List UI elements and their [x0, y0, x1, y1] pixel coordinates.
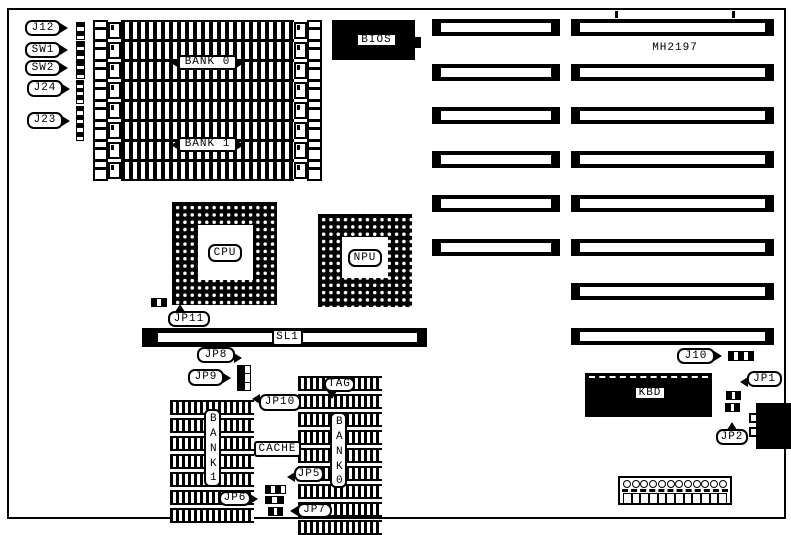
- power-pin-square: [710, 493, 719, 504]
- simm-body: [121, 80, 294, 101]
- simm-cap: [307, 100, 322, 121]
- cpu-text: CPU: [213, 246, 237, 259]
- simm-body: [121, 100, 294, 121]
- callout-jp10: [259, 394, 301, 411]
- callout-tail: [327, 391, 337, 399]
- power-pin-round: [649, 480, 657, 488]
- power-pin-square: [675, 493, 684, 504]
- simm-latch: [108, 82, 121, 99]
- kbd-label: [634, 386, 666, 400]
- callout-tail: [223, 373, 231, 383]
- callout-jp1: [747, 371, 782, 387]
- simm-cap: [307, 120, 322, 141]
- simm-cap: [307, 80, 322, 101]
- callout-tail: [234, 353, 242, 363]
- power-pin-round: [632, 480, 640, 488]
- power-pin-square: [632, 493, 641, 504]
- isa-slot-long: [571, 328, 774, 345]
- callout-tail: [171, 140, 179, 150]
- jumper-pin: [77, 136, 83, 140]
- jumper-pin: [161, 299, 166, 306]
- simm-cap: [307, 140, 322, 161]
- callout-jp7: [297, 503, 332, 518]
- callout-j10: [677, 348, 715, 364]
- simm-cap: [93, 20, 108, 41]
- bios-text: BIOS: [361, 34, 392, 46]
- isa-slot-long: [571, 239, 774, 256]
- callout-j12-label: J12: [31, 21, 55, 34]
- power-pin-square: [623, 493, 632, 504]
- jumper-pin: [735, 392, 740, 399]
- power-pin-square: [658, 493, 667, 504]
- jumper-pin: [277, 497, 283, 503]
- simm-latch: [108, 102, 121, 119]
- simm-latch: [294, 22, 307, 39]
- cache-chip-row: [298, 520, 382, 535]
- isa-slot-long: [571, 151, 774, 168]
- isa-slot-inner: [580, 23, 765, 32]
- jumper-jp2: [725, 403, 740, 412]
- tag-text: TAG: [328, 378, 351, 390]
- power-pin-round: [710, 480, 718, 488]
- callout-jp2: [716, 429, 748, 445]
- callout-tail: [60, 63, 68, 73]
- jumper-jp11: [151, 298, 167, 307]
- simm-latch: [108, 122, 121, 139]
- jp10-text: JP10: [264, 396, 296, 408]
- jumper-jp6: [265, 496, 284, 504]
- jumper-j10: [728, 351, 754, 361]
- isa-slot-inner: [580, 68, 765, 77]
- bank1-simm-label: [178, 137, 237, 152]
- callout-tail: [236, 140, 244, 150]
- isa-slot-inner: [441, 23, 551, 32]
- bios-chip-notch: [415, 37, 421, 48]
- callout-tail: [252, 394, 260, 404]
- simm-latch: [294, 82, 307, 99]
- simm-cap: [93, 120, 108, 141]
- simm-body: [121, 160, 294, 181]
- din-notch: [749, 413, 758, 423]
- power-pin-round: [719, 480, 727, 488]
- power-pin-round: [667, 480, 675, 488]
- jumper-pin: [77, 55, 84, 60]
- simm-cap: [93, 40, 108, 61]
- bios-label: [356, 33, 397, 47]
- jumper-pin: [238, 383, 244, 390]
- keyboard-din-connector: [756, 403, 791, 449]
- callout-tail: [62, 84, 70, 94]
- callout-jp9: [188, 369, 224, 386]
- cache-text: CACHE: [258, 442, 297, 455]
- simm-cap: [307, 60, 322, 81]
- power-connector: [618, 476, 732, 505]
- isa-slot-inner: [580, 155, 765, 164]
- jumper-pin: [238, 366, 244, 373]
- power-pin-square: [640, 493, 649, 504]
- cache-chip-row: [170, 508, 254, 523]
- jp5-text: JP5: [297, 467, 321, 480]
- callout-tail: [60, 23, 68, 33]
- jumper-jp5: [265, 485, 286, 494]
- simm-cap: [307, 160, 322, 181]
- j10-text: J10: [684, 349, 708, 362]
- bank1-text: BANK 1: [184, 138, 231, 150]
- power-pin-square: [684, 493, 693, 504]
- simm-latch: [108, 162, 121, 179]
- callout-jp11: [168, 311, 210, 327]
- isa-slot-inner: [441, 68, 551, 77]
- callout-tag: [324, 377, 355, 392]
- kbd-chip-notch-line: [589, 376, 708, 378]
- power-pin-row-top: [620, 478, 730, 489]
- cache-chip-row: [298, 394, 382, 409]
- simm-latch: [294, 42, 307, 59]
- callout-tail: [740, 377, 748, 387]
- cache-bank0-label: BANK0: [330, 412, 347, 488]
- simm-body: [121, 20, 294, 41]
- jumper-sw2: [76, 60, 85, 79]
- isa-slot-short: [432, 151, 560, 168]
- power-pin-round: [693, 480, 701, 488]
- jumper-pin: [245, 383, 251, 390]
- cache-label: [254, 441, 301, 457]
- callout-tail: [171, 58, 179, 68]
- callout-tail: [287, 472, 295, 482]
- simm-cap: [93, 100, 108, 121]
- callout-tail: [290, 506, 298, 516]
- callout-tail: [727, 422, 737, 430]
- power-pin-round: [684, 480, 692, 488]
- jumper-pin: [280, 486, 285, 493]
- isa-slot-long: [571, 19, 774, 36]
- isa-slot-short: [432, 107, 560, 124]
- jp7-text: JP7: [303, 504, 326, 516]
- isa-slot-short: [432, 19, 560, 36]
- isa-slot-inner: [441, 199, 551, 208]
- callout-sw1-label: SW1: [31, 43, 55, 56]
- simm-latch: [294, 122, 307, 139]
- jumper-jp1: [726, 391, 741, 400]
- simm-socket: [93, 82, 322, 99]
- isa-slot-long: [571, 107, 774, 124]
- jumper-jp7: [268, 507, 283, 516]
- simm-cap: [307, 40, 322, 61]
- power-pin-round: [701, 480, 709, 488]
- din-notch: [749, 427, 758, 437]
- simm-latch: [108, 62, 121, 79]
- sl1-label: [272, 329, 303, 346]
- sl1-text: SL1: [276, 331, 299, 343]
- callout-tail: [714, 351, 722, 361]
- jumper-pin: [277, 508, 282, 515]
- isa-slot-long: [571, 283, 774, 300]
- power-pin-square: [692, 493, 701, 504]
- npu-label: [348, 249, 382, 267]
- simm-cap: [307, 20, 322, 41]
- callout-jp6: [219, 491, 251, 506]
- power-pin-round: [623, 480, 631, 488]
- board-model-text: MH2197: [652, 42, 698, 54]
- power-connector-tab: [615, 11, 618, 18]
- jumper-pin: [245, 374, 251, 381]
- simm-latch: [108, 22, 121, 39]
- jp1-text: JP1: [753, 372, 776, 385]
- jumper-j24: [76, 80, 84, 104]
- isa-slot-long: [571, 195, 774, 212]
- simm-latch: [294, 142, 307, 159]
- jumper-pin: [77, 35, 84, 39]
- simm-latch: [294, 162, 307, 179]
- callout-tail: [250, 494, 258, 504]
- callout-tail: [62, 116, 70, 126]
- jp9-text: JP9: [194, 371, 218, 383]
- simm-socket: [93, 22, 322, 39]
- simm-cap: [93, 160, 108, 181]
- simm-cap: [93, 140, 108, 161]
- simm-cap: [93, 60, 108, 81]
- isa-slot-inner: [441, 111, 551, 120]
- jumper-pin: [238, 374, 244, 381]
- kbd-text: KBD: [638, 387, 662, 399]
- isa-slot-inner: [580, 332, 765, 341]
- power-pin-round: [640, 480, 648, 488]
- power-pin-square: [649, 493, 658, 504]
- cache-bank1-label: BANK1: [204, 409, 221, 487]
- callout-tail: [60, 45, 68, 55]
- bank0-text: BANK 0: [184, 56, 231, 68]
- simm-latch: [294, 62, 307, 79]
- callout-sw1: [25, 42, 61, 58]
- callout-j24-label: J24: [33, 82, 57, 94]
- callout-sw2-label: SW2: [31, 61, 55, 74]
- simm-latch: [108, 142, 121, 159]
- isa-slot-short: [432, 195, 560, 212]
- jumper-pin: [245, 366, 251, 373]
- callout-j12: [25, 20, 61, 36]
- jumper-sw1: [76, 41, 85, 60]
- jumper-pin: [77, 74, 84, 79]
- isa-slot-inner: [441, 155, 551, 164]
- npu-text: NPU: [353, 251, 377, 264]
- callout-tail: [236, 58, 244, 68]
- power-pin-row-bottom: [620, 492, 730, 506]
- simm-socket: [93, 102, 322, 119]
- simm-slot-area: [93, 22, 322, 182]
- cpu-label: [208, 244, 242, 262]
- jumper-jp8-jp9-jp10: [237, 365, 251, 391]
- isa-slot-inner: [580, 199, 765, 208]
- simm-latch: [108, 42, 121, 59]
- power-pin-round: [658, 480, 666, 488]
- callout-jp8: [197, 347, 235, 363]
- power-connector-tab: [732, 11, 735, 18]
- simm-socket: [93, 162, 322, 179]
- isa-slot-inner: [580, 243, 765, 252]
- isa-slot-inner: [441, 243, 551, 252]
- power-pin-square: [666, 493, 675, 504]
- jumper-j12: [76, 22, 85, 40]
- callout-j23-label: J23: [33, 114, 57, 126]
- callout-jp5: [294, 466, 324, 482]
- jp2-text: JP2: [720, 430, 744, 443]
- callout-j23: [27, 112, 63, 129]
- jumper-pin: [734, 404, 739, 411]
- isa-slot-short: [432, 239, 560, 256]
- simm-latch: [294, 102, 307, 119]
- callout-j24: [27, 80, 63, 97]
- jumper-j23: [76, 106, 84, 141]
- jp8-text: JP8: [204, 348, 228, 361]
- bank0-simm-label: [178, 55, 237, 70]
- jp6-text: JP6: [223, 492, 247, 504]
- jumper-pin: [748, 352, 753, 360]
- isa-slot-inner: [580, 287, 765, 296]
- callout-sw2: [25, 60, 61, 76]
- jumper-pin: [77, 99, 83, 103]
- jp11-text: JP11: [173, 312, 205, 325]
- isa-slot-long: [571, 64, 774, 81]
- power-pin-square: [701, 493, 710, 504]
- isa-slot-short: [432, 64, 560, 81]
- power-pin-square: [718, 493, 727, 504]
- callout-tail: [175, 304, 185, 312]
- power-pin-round: [675, 480, 683, 488]
- isa-slot-inner: [580, 111, 765, 120]
- simm-cap: [93, 80, 108, 101]
